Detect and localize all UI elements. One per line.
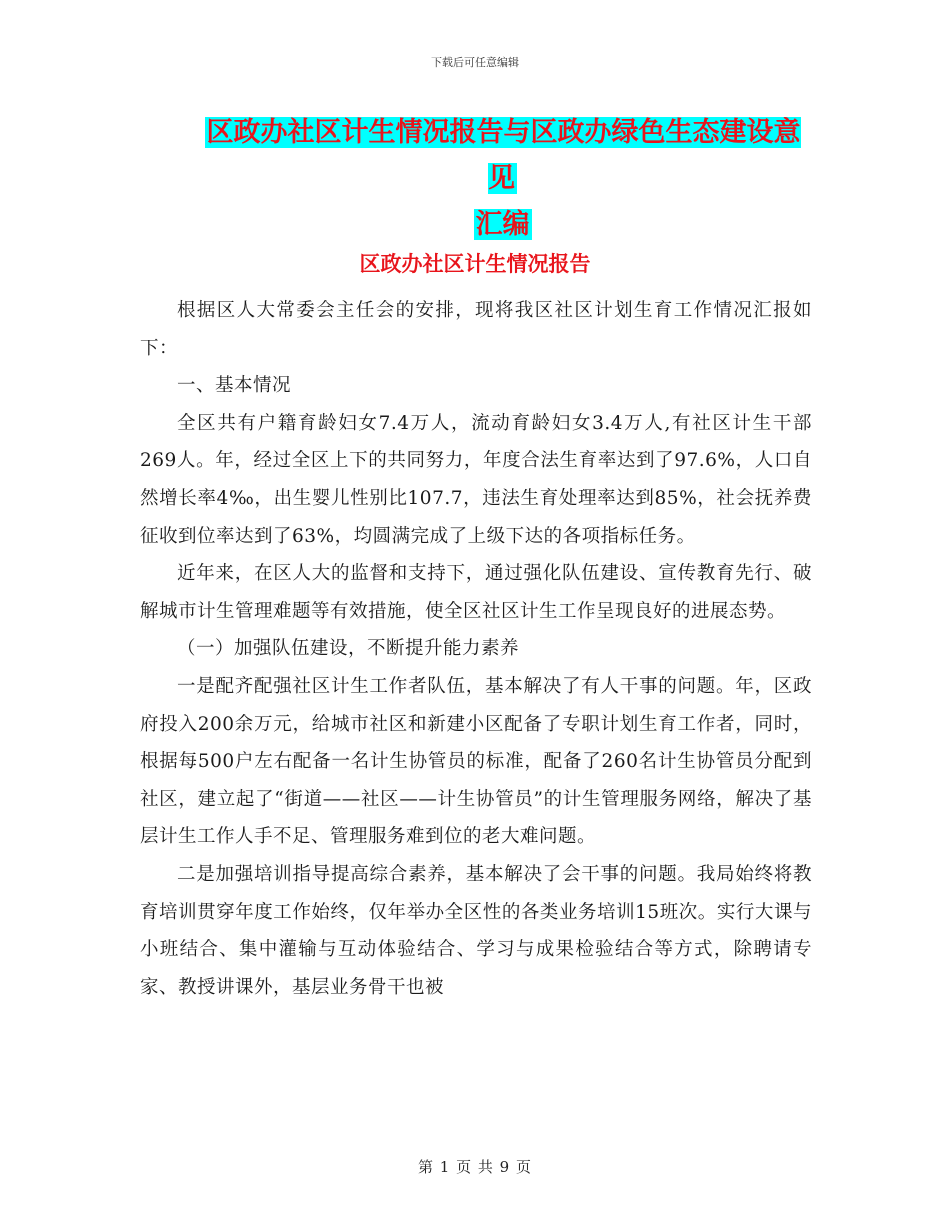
paragraph: 全区共有户籍育龄妇女7.4万人，流动育龄妇女3.4万人,有社区计生干部269人。年，经过全区上下的共同努力，年度合法生育率达到了97.6%，人口自然增长率4‰，出生婴儿性别比107.7，违法生育处理率达到85%，社会抚养费征收到位率达到了63%，均圆满完成了上级下达的各项指标任务。 bbox=[140, 412, 812, 547]
paragraph: （一）加强队伍建设，不断提升能力素养 bbox=[177, 638, 520, 660]
paragraph: 一、基本情况 bbox=[177, 375, 292, 397]
section-title: 区政办社区计生情况报告 bbox=[359, 252, 591, 276]
paragraph: 二是加强培训指导提高综合素养，基本解决了会干事的问题。我局始终将教育培训贯穿年度工作始终，仅年举办全区性的各类业务培训15班次。实行大课与小班结合、集中灌输与互动体验结合、学习与成果检验结合等方式，除聘请专家、教授讲课外，基层业务骨干也被 bbox=[140, 863, 812, 998]
page-number: 第 1 页 共 9 页 bbox=[418, 1158, 532, 1176]
header-note: 下载后可任意编辑 bbox=[431, 56, 519, 69]
paragraph: 一是配齐配强社区计生工作者队伍，基本解决了有人干事的问题。年，区政府投入200余万元，给城市社区和新建小区配备了专职计划生育工作者，同时，根据每500户左右配备一名计生协管员的标准，配备了260名计生协管员分配到社区，建立起了“街道——社区——计生协管员”的计生管理服务网络，解决了基层计生工作人手不足、管理服务难到位的老大难问题。 bbox=[140, 675, 812, 848]
title-line-2: 汇编 bbox=[475, 209, 530, 240]
document-title bbox=[195, 110, 810, 248]
paragraph: 根据区人大常委会主任会的安排，现将我区社区计划生育工作情况汇报如下： bbox=[140, 300, 812, 359]
title-line-1: 区政办社区计生情况报告与区政办绿色生态建设意见 bbox=[206, 117, 801, 194]
paragraph: 近年来，在区人大的监督和支持下，通过强化队伍建设、宣传教育先行、破解城市计生管理难题等有效措施，使全区社区计生工作呈现良好的进展态势。 bbox=[140, 563, 812, 622]
document-body bbox=[140, 292, 812, 1006]
